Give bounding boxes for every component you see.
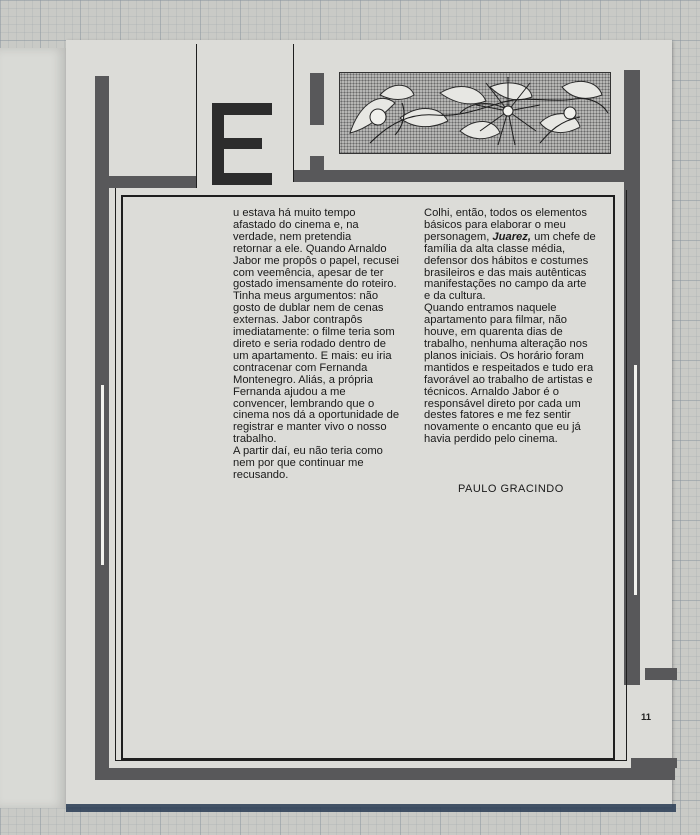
text-line: um apartamento. E mais: eu iria [233,349,392,362]
text-line: Montenegro. Aliás, a própria [233,373,373,386]
text-line: imediatamente: o filme teria som [233,326,395,339]
text-line: havia perdido pelo cinema. [424,433,558,446]
text-line: gosto de dublar nem de cenas [233,302,384,315]
text-line: A partir daí, eu não teria como [233,445,383,458]
text-line: houve, em quarenta dias de [424,326,563,339]
text-line: nem por que continuar me [233,457,364,470]
text-line: destes fatores e me fez sentir [424,409,571,422]
text-line: básicos para elaborar o meu [424,218,566,231]
text-line: planos iniciais. Os horário foram [424,349,584,362]
text-line: trabalho. [233,433,277,446]
emphasis: Juarez, [492,230,531,243]
text-line: favorável ao trabalho de artistas e [424,373,593,386]
drop-cap-e [212,103,272,185]
text-line: novamente o encanto que eu já [424,421,581,434]
text-line: brasileiros e das mais autênticas [424,266,587,279]
text-line: u estava há muito tempo [233,207,356,219]
text-line: registrar e manter vivo o nosso [233,421,387,434]
text-line: família da alta classe média, [424,242,566,255]
text-line: Colhi, então, todos os elementos [424,207,587,219]
right-column [424,208,596,446]
text-line: trabalho, nenhuma alteração nos [424,337,588,350]
text-line: Jabor me propôs o papel, recusei [233,254,400,267]
text-line: Quando entramos naquele [424,302,557,315]
text-line: Fernanda ajudou a me [233,385,346,398]
text-line: defensor dos hábitos e costumes [424,254,589,267]
text-line: apartamento para filmar, não [424,314,568,327]
author-signature: PAULO GRACINDO [458,483,564,495]
text-line: cinema nos dá a oportunidade de [233,409,400,422]
text-line: gostado imensamente do roteiro. [233,278,397,291]
floral-illustration [339,72,611,154]
text-line: recusando. [233,468,289,481]
text-line: manifestações no campo da arte [424,278,587,291]
text-line: retornar a ele. Quando Arnaldo [233,242,387,255]
text-line: Tinha meus argumentos: não [233,290,379,303]
text-line: mantidos e respeitados e tudo era [424,361,594,374]
text-line: e da cultura. [424,290,486,303]
text-line: responsável direto por cada um [424,397,581,410]
page-number: 11 [641,712,652,723]
facing-page [0,48,66,808]
text-line: verdade, nem pretendia [233,230,352,243]
text-line: personagem, Juarez, um chefe de [424,230,596,243]
page-edge [66,804,676,812]
text-line: afastado do cinema e, na [233,218,359,231]
text-line: com veemência, apesar de ter [233,266,384,279]
text-line: direto e seria rodado dentro de [233,337,386,350]
text-line: técnicos. Arnaldo Jabor é o [424,385,559,398]
text-line: convencer, lembrando que o [233,397,375,410]
text-line: externas. Jabor contrapôs [233,314,363,327]
text-line: contracenar com Fernanda [233,361,368,374]
left-column [233,208,399,482]
